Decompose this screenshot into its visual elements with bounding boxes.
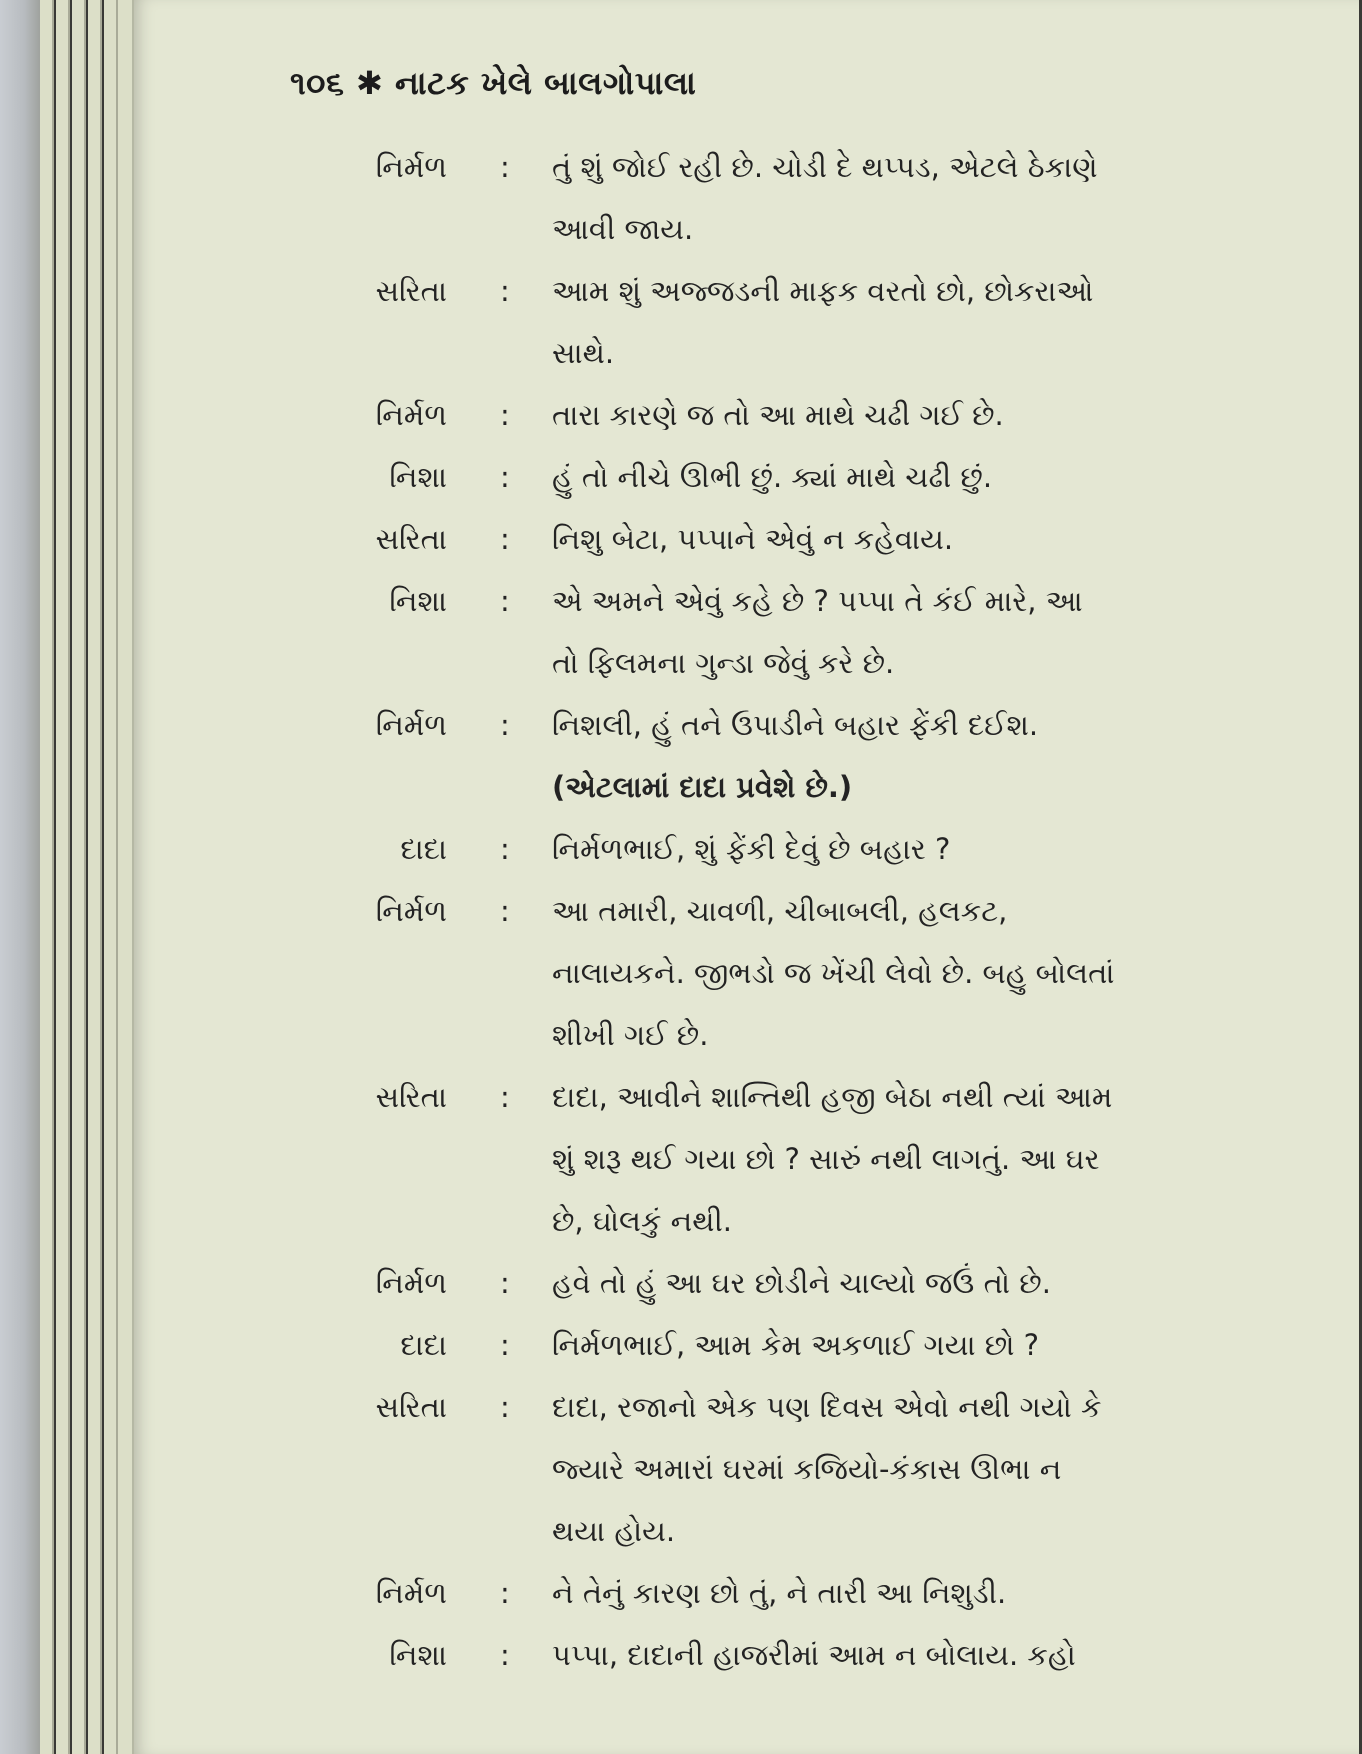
dialogue-line [0, 832, 1362, 894]
dialogue-text: નિર્મળભાઈ, શું ફેંકી દેવું છે બહાર ? [552, 832, 951, 866]
speaker-name: નિશા [389, 584, 447, 618]
dialogue-line [0, 1452, 1362, 1514]
speaker-separator: : [500, 1266, 510, 1300]
speaker-separator: : [500, 708, 510, 742]
speaker-name: નિર્મળ [375, 398, 447, 432]
speaker-name: નિર્મળ [375, 708, 447, 742]
speaker-separator: : [500, 832, 510, 866]
speaker-separator: : [500, 1080, 510, 1114]
speaker-separator: : [500, 1638, 510, 1672]
dialogue-line [0, 646, 1362, 708]
dialogue-text: હવે તો હું આ ઘર છોડીને ચાલ્યો જઉં તો છે. [552, 1266, 1051, 1300]
dialogue-text: શું શરૂ થઈ ગયા છો ? સારું નથી લાગતું. આ ઘર [552, 1142, 1100, 1176]
speaker-separator: : [500, 1390, 510, 1424]
dialogue-text: નિર્મળભાઈ, આમ કેમ અકળાઈ ગયા છો ? [552, 1328, 1040, 1362]
dialogue-text: તો ફિલમના ગુન્ડા જેવું કરે છે. [552, 646, 895, 680]
dialogue-line [0, 770, 1362, 832]
dialogue-text: આ તમારી, ચાવળી, ચીબાબલી, હલકટ, [552, 894, 1008, 928]
dialogue-line [0, 1390, 1362, 1452]
dialogue-line [0, 708, 1362, 770]
dialogue-text: નિશલી, હું તને ઉપાડીને બહાર ફેંકી દઈશ. [552, 708, 1039, 742]
speaker-name: સરિતા [375, 522, 447, 556]
dialogue-line [0, 522, 1362, 584]
speaker-separator: : [500, 1576, 510, 1610]
speaker-separator: : [500, 522, 510, 556]
dialogue-line [0, 1204, 1362, 1266]
speaker-name: નિર્મળ [375, 1266, 447, 1300]
dialogue-text: એ અમને એવું કહે છે ? પપ્પા તે કંઈ મારે, આ [552, 584, 1083, 618]
dialogue-text: પપ્પા, દાદાની હાજરીમાં આમ ન બોલાય. કહો [552, 1638, 1076, 1672]
dialogue-text: દાદા, આવીને શાન્તિથી હજી બેઠા નથી ત્યાં આમ [552, 1080, 1113, 1114]
speaker-name: સરિતા [375, 1390, 447, 1424]
speaker-name: નિર્મળ [375, 1576, 447, 1610]
dialogue-line [0, 212, 1362, 274]
dialogue-text: શીખી ગઈ છે. [552, 1018, 709, 1052]
page-header: ૧૦૬ ✱ નાટક ખેલે બાલગોપાલા [290, 64, 697, 102]
speaker-name: સરિતા [375, 274, 447, 308]
dialogue-text: હું તો નીચે ઊભી છું. ક્યાં માથે ચઢી છું. [552, 460, 993, 494]
dialogue-text: તારા કારણે જ તો આ માથે ચઢી ગઈ છે. [552, 398, 1004, 432]
dialogue-text: ને તેનું કારણ છો તું, ને તારી આ નિશુડી. [552, 1576, 1007, 1610]
dialogue-line [0, 1328, 1362, 1390]
dialogue-line [0, 894, 1362, 956]
dialogue-line [0, 398, 1362, 460]
speaker-separator: : [500, 584, 510, 618]
speaker-separator: : [500, 150, 510, 184]
dialogue-text: થયા હોય. [552, 1514, 676, 1548]
dialogue-line [0, 1514, 1362, 1576]
speaker-separator: : [500, 1328, 510, 1362]
dialogue-line [0, 1266, 1362, 1328]
dialogue-text: છે, ઘોલકું નથી. [552, 1204, 733, 1238]
speaker-name: નિર્મળ [375, 894, 447, 928]
dialogue-text: આવી જાય. [552, 212, 694, 246]
dialogue-line [0, 584, 1362, 646]
dialogue-list [0, 150, 1362, 1700]
dialogue-line [0, 1018, 1362, 1080]
dialogue-text: સાથે. [552, 336, 615, 370]
speaker-separator: : [500, 398, 510, 432]
dialogue-text: નિશુ બેટા, પપ્પાને એવું ન કહેવાય. [552, 522, 954, 556]
speaker-separator: : [500, 460, 510, 494]
speaker-separator: : [500, 274, 510, 308]
dialogue-line [0, 956, 1362, 1018]
speaker-separator: : [500, 894, 510, 928]
dialogue-text: આમ શું અજ્જડની માફક વરતો છો, છોકરાઓ [552, 274, 1094, 308]
dialogue-text: દાદા, રજાનો એક પણ દિવસ એવો નથી ગયો કે [552, 1390, 1102, 1424]
speaker-name: દાદા [400, 1328, 447, 1362]
dialogue-text: જ્યારે અમારાં ઘરમાં કજિયો-કંકાસ ઊભા ન [552, 1452, 1062, 1486]
dialogue-text: નાલાયકને. જીભડો જ ખેંચી લેવો છે. બહુ બોલતાં [552, 956, 1115, 990]
dialogue-line [0, 150, 1362, 212]
speaker-name: નિર્મળ [375, 150, 447, 184]
dialogue-line [0, 460, 1362, 522]
dialogue-line [0, 1638, 1362, 1700]
speaker-name: નિશા [389, 460, 447, 494]
dialogue-line [0, 1142, 1362, 1204]
dialogue-text: તું શું જોઈ રહી છે. ચોડી દે થપ્પડ, એટલે ઠેકાણે [552, 150, 1098, 184]
speaker-name: સરિતા [375, 1080, 447, 1114]
dialogue-line [0, 1080, 1362, 1142]
dialogue-line [0, 274, 1362, 336]
stage-direction: (એટલામાં દાદા પ્રવેશે છે.) [552, 770, 853, 804]
dialogue-line [0, 1576, 1362, 1638]
dialogue-line [0, 336, 1362, 398]
speaker-name: દાદા [400, 832, 447, 866]
speaker-name: નિશા [389, 1638, 447, 1672]
